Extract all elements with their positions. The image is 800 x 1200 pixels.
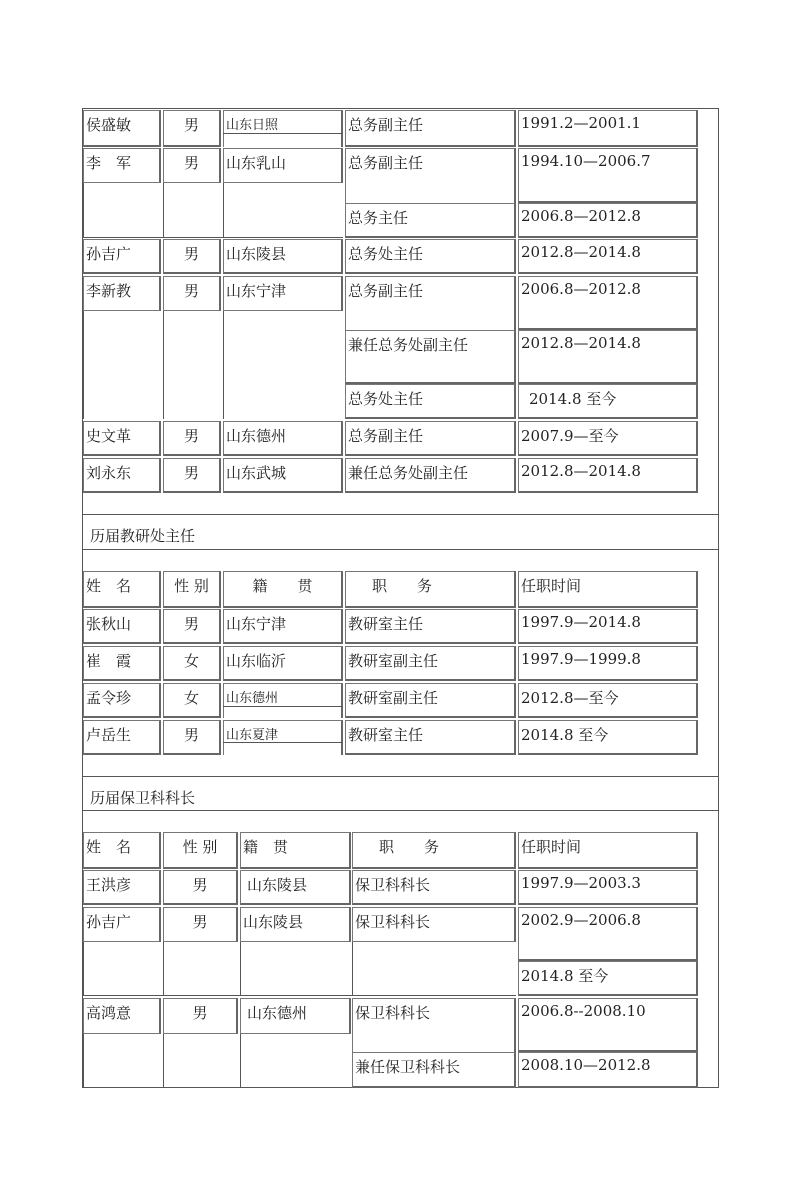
cell-origin: 山东陵县 (223, 239, 343, 274)
cell-period: 2007.9—至今 (518, 421, 698, 456)
cell-origin: 山东日照 (223, 110, 343, 147)
cell-border (223, 183, 224, 237)
origin-underline (223, 706, 343, 707)
cell-name: 史文革 (83, 421, 161, 456)
cell-post: 保卫科科长 (352, 870, 516, 905)
cell-border (83, 311, 84, 419)
header-post: 职 务 (345, 571, 516, 608)
cell-period: 2012.8—2014.8 (518, 239, 698, 274)
cell-origin: 山东乳山 (223, 148, 343, 183)
cell-period: 2002.9—2006.8 (518, 907, 698, 961)
cell-border (240, 942, 241, 995)
cell-sex: 男 (163, 421, 221, 456)
row-bottom-line (83, 995, 516, 996)
cell-period: 2014.8 至今 (518, 384, 698, 419)
cell-period: 1997.9—2014.8 (518, 609, 698, 644)
cell-border (163, 311, 164, 419)
cell-name: 高鸿意 (83, 998, 161, 1034)
cell-border (83, 1034, 84, 1088)
row-bottom-line (83, 237, 343, 238)
cell-origin: 山东宁津 (223, 609, 343, 644)
cell-post: 总务副主任 (345, 148, 516, 203)
cell-origin: 山东宁津 (223, 276, 343, 311)
cell-origin: 山东德州 (240, 998, 351, 1034)
header-period: 任职时间 (518, 571, 698, 608)
cell-sex: 男 (163, 907, 238, 942)
cell-post: 总务副主任 (345, 276, 516, 330)
cell-origin: 山东陵县 (240, 870, 351, 905)
cell-sex: 女 (163, 646, 221, 681)
cell-name: 李 军 (83, 148, 161, 183)
cell-name: 卢岳生 (83, 720, 161, 755)
cell-post: 兼任总务处副主任 (345, 458, 516, 493)
cell-sex: 男 (163, 870, 238, 905)
cell-name: 刘永东 (83, 458, 161, 493)
cell-origin: 山东德州 (223, 421, 343, 456)
header-origin: 籍 贯 (240, 832, 351, 869)
cell-period: 2006.8—2012.8 (518, 203, 698, 238)
cell-post: 教研室副主任 (345, 646, 516, 681)
section-title: 历届保卫科科长 (90, 789, 196, 807)
cell-period: 1997.9—2003.3 (518, 870, 698, 905)
cell-sex: 男 (163, 110, 221, 147)
header-origin: 籍 贯 (223, 571, 343, 608)
cell-border (223, 311, 224, 419)
cell-period: 2014.8 至今 (518, 720, 698, 755)
cell-sex: 男 (163, 720, 221, 755)
cell-origin: 山东临沂 (223, 646, 343, 681)
cell-border (83, 183, 84, 237)
header-name: 姓 名 (83, 571, 161, 608)
cell-border (240, 1034, 241, 1088)
cell-sex: 女 (163, 683, 221, 718)
cell-period: 2012.8—2014.8 (518, 330, 698, 384)
cell-period: 1994.10—2006.7 (518, 148, 698, 203)
cell-post: 总务处主任 (345, 384, 516, 419)
cell-border (163, 1034, 164, 1088)
cell-border (352, 942, 353, 995)
cell-name: 崔 霞 (83, 646, 161, 681)
cell-period: 1997.9—1999.8 (518, 646, 698, 681)
cell-origin: 山东武城 (223, 458, 343, 493)
cell-post: 总务主任 (345, 203, 516, 238)
cell-origin: 山东陵县 (240, 907, 351, 942)
cell-origin: 山东夏津 (223, 720, 343, 755)
cell-sex: 男 (163, 609, 221, 644)
cell-sex: 男 (163, 148, 221, 183)
cell-name: 张秋山 (83, 609, 161, 644)
header-sex: 性 别 (163, 832, 238, 869)
cell-post: 兼任保卫科科长 (352, 1052, 516, 1088)
cell-name: 王洪彦 (83, 870, 161, 905)
cell-name: 孟令珍 (83, 683, 161, 718)
cell-name: 孙吉广 (83, 907, 161, 942)
cell-post: 总务处主任 (345, 239, 516, 274)
cell-period: 2012.8—2014.8 (518, 458, 698, 493)
cell-period: 2014.8 至今 (518, 961, 698, 996)
cell-post: 兼任总务处副主任 (345, 330, 516, 384)
cell-post: 保卫科科长 (352, 998, 516, 1052)
origin-underline (223, 742, 343, 743)
cell-post: 教研室主任 (345, 720, 516, 755)
cell-post: 保卫科科长 (352, 907, 516, 942)
cell-name: 孙吉广 (83, 239, 161, 274)
origin-underline (223, 133, 343, 134)
cell-sex: 男 (163, 276, 221, 311)
cell-origin: 山东德州 (223, 683, 343, 718)
section-title: 历届教研处主任 (90, 527, 196, 545)
cell-post: 教研室副主任 (345, 683, 516, 718)
cell-border (163, 942, 164, 995)
cell-period: 2008.10—2012.8 (518, 1052, 698, 1088)
section-header (82, 514, 719, 550)
cell-period: 2006.8—2012.8 (518, 276, 698, 330)
cell-sex: 男 (163, 998, 238, 1034)
cell-period: 2006.8--2008.10 (518, 998, 698, 1052)
cell-period: 2012.8—至今 (518, 683, 698, 718)
header-post: 职 务 (352, 832, 516, 869)
header-sex: 性 别 (163, 571, 221, 608)
cell-name: 李新教 (83, 276, 161, 311)
cell-name: 侯盛敏 (83, 110, 161, 147)
header-period: 任职时间 (518, 832, 698, 869)
header-name: 姓 名 (83, 832, 161, 869)
cell-post: 总务副主任 (345, 421, 516, 456)
cell-border (163, 183, 164, 237)
section-header (82, 776, 719, 811)
cell-sex: 男 (163, 239, 221, 274)
cell-border (83, 942, 84, 995)
cell-post: 教研室主任 (345, 609, 516, 644)
cell-post: 总务副主任 (345, 110, 516, 147)
cell-period: 1991.2—2001.1 (518, 110, 698, 147)
cell-sex: 男 (163, 458, 221, 493)
